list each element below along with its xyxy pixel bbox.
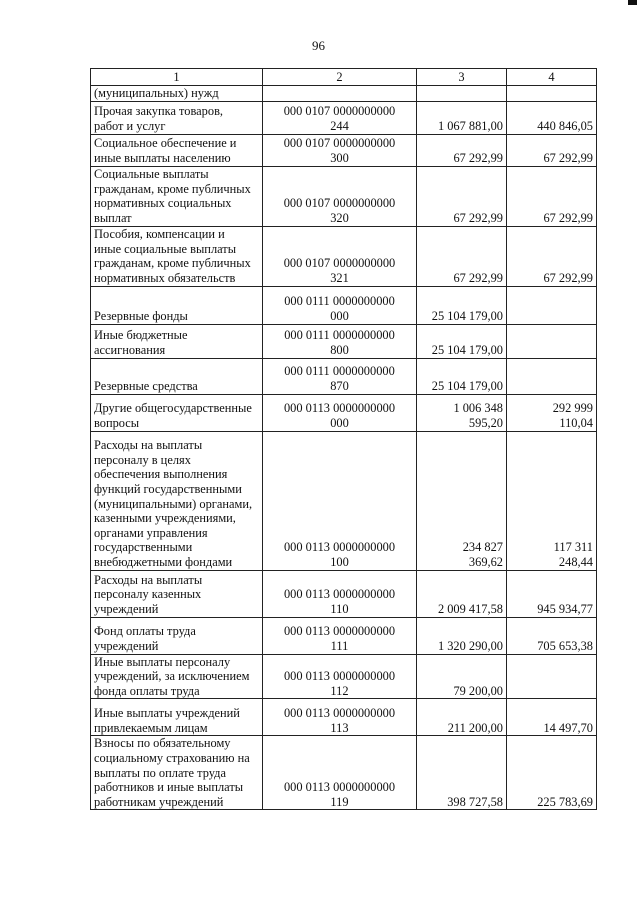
table-header-row: [91, 69, 597, 86]
row-value-col4-text: 67 292,99: [543, 211, 593, 225]
row-value-col3-text: 67 292,99: [453, 271, 503, 285]
row-code-text: 000 0111 0000000000 870: [284, 364, 395, 393]
row-code-text: 000 0111 0000000000 800: [284, 328, 395, 357]
row-name-text: Иные выплаты персоналу учреждений, за исключением фонда оплаты труда: [94, 654, 250, 698]
row-code-text: 000 0113 0000000000 110: [283, 587, 396, 616]
row-value-col4: [507, 86, 597, 102]
row-value-col3: [417, 431, 507, 570]
row-code: [263, 570, 417, 617]
row-value-col4: [507, 286, 597, 324]
row-value-col4-text: 14 497,70: [543, 720, 593, 735]
row-value-col3: [417, 166, 507, 226]
table-row: [91, 431, 597, 570]
budget-table: [90, 68, 597, 810]
column-header-3: 3: [417, 69, 507, 86]
row-code-text: 000 0113 0000000000 100: [283, 540, 396, 569]
table-row: [91, 166, 597, 226]
row-code-text: 000 0113 0000000000 000: [283, 401, 396, 430]
row-name: [91, 86, 263, 102]
table-row: [91, 86, 597, 102]
budget-table-body: [91, 69, 597, 810]
row-code-text: 000 0113 0000000000 111: [283, 624, 396, 653]
row-value-col3-text: 1 320 290,00: [437, 639, 503, 653]
table-row: [91, 394, 597, 431]
row-value-col4: [507, 736, 597, 810]
row-value-col3-text: 25 104 179,00: [431, 343, 503, 357]
row-code-text: 000 0107 0000000000 321: [283, 256, 396, 285]
table-row: [91, 101, 597, 134]
row-value-col4-text: 440 846,05: [537, 119, 593, 133]
row-code: [263, 324, 417, 358]
row-code-text: 000 0107 0000000000 320: [283, 196, 396, 225]
row-value-col3-text: 25 104 179,00: [431, 379, 503, 393]
row-name-text: Фонд оплаты труда учреждений: [94, 624, 196, 653]
row-name: [91, 736, 263, 810]
row-value-col4: [507, 324, 597, 358]
row-value-col4-text: 67 292,99: [543, 151, 593, 165]
row-name: [91, 699, 263, 736]
row-name-text: Взносы по обязательному социальному страхованию на выплаты по оплате труда работников и иные выплаты работникам учреждений: [94, 736, 250, 809]
row-name: [91, 431, 263, 570]
row-value-col3: [417, 101, 507, 134]
table-row: [91, 617, 597, 654]
row-value-col3-text: 79 200,00: [453, 683, 503, 698]
row-value-col3-text: 398 727,58: [447, 794, 503, 809]
row-name-text: Расходы на выплаты персоналу в целях обеспечения выполнения функций государственными (муниципальными) органами, казенными учреждениями, органами управления государственными внебюджетными фондами: [94, 438, 253, 569]
row-value-col4: [507, 101, 597, 134]
table-row: [91, 324, 597, 358]
table-row: [91, 654, 597, 699]
row-value-col4-text: 225 783,69: [537, 794, 593, 809]
row-value-col4-text: 292 999 110,04: [552, 401, 593, 430]
row-name: [91, 286, 263, 324]
row-name: [91, 394, 263, 431]
row-name-text: Пособия, компенсации и иные социальные выплаты гражданам, кроме публичных нормативных обязательств: [94, 227, 251, 285]
row-name-text: Иные бюджетные ассигнования: [94, 328, 188, 357]
row-code-text: 000 0113 0000000000 113: [283, 706, 396, 735]
row-value-col3: [417, 736, 507, 810]
row-value-col4: [507, 166, 597, 226]
row-code: [263, 394, 417, 431]
row-value-col3-text: 67 292,99: [453, 211, 503, 225]
row-name-text: (муниципальных) нужд: [94, 86, 219, 100]
row-name-text: Резервные фонды: [94, 309, 188, 323]
row-code: [263, 654, 417, 699]
row-code-text: 000 0107 0000000000 300: [283, 136, 396, 165]
row-code-text: 000 0111 0000000000 000: [284, 294, 395, 323]
row-code: [263, 101, 417, 134]
table-row: [91, 226, 597, 286]
row-value-col3: [417, 226, 507, 286]
row-value-col4-text: 67 292,99: [543, 271, 593, 285]
row-code: [263, 736, 417, 810]
row-value-col3: [417, 570, 507, 617]
row-name: [91, 324, 263, 358]
table-row: [91, 699, 597, 736]
row-name: [91, 101, 263, 134]
row-value-col3: [417, 358, 507, 394]
row-code: [263, 699, 417, 736]
row-name: [91, 226, 263, 286]
row-code: [263, 358, 417, 394]
row-value-col4: [507, 358, 597, 394]
row-value-col3-text: 25 104 179,00: [431, 309, 503, 323]
row-name: [91, 358, 263, 394]
row-code-text: 000 0107 0000000000 244: [283, 104, 396, 133]
row-value-col4: [507, 699, 597, 736]
row-name-text: Другие общегосударственные вопросы: [94, 401, 252, 430]
row-value-col4-text: 945 934,77: [537, 602, 593, 616]
row-code-text: 000 0113 0000000000 112: [283, 669, 396, 698]
row-value-col3-text: 211 200,00: [447, 720, 503, 735]
row-code: [263, 166, 417, 226]
row-value-col4: [507, 570, 597, 617]
row-name-text: Социальные выплаты гражданам, кроме публичных нормативных социальных выплат: [94, 167, 251, 225]
row-code-text: 000 0113 0000000000 119: [283, 780, 396, 809]
row-name: [91, 570, 263, 617]
row-name-text: Расходы на выплаты персоналу казенных учреждений: [94, 572, 203, 616]
row-name: [91, 166, 263, 226]
row-code: [263, 431, 417, 570]
row-value-col3: [417, 617, 507, 654]
table-row: [91, 570, 597, 617]
row-name-text: Иные выплаты учреждений привлекаемым лицам: [94, 706, 240, 735]
row-name-text: Резервные средства: [94, 379, 198, 393]
row-value-col3: [417, 86, 507, 102]
row-value-col3: [417, 654, 507, 699]
row-value-col3: [417, 699, 507, 736]
row-value-col4: [507, 617, 597, 654]
row-name: [91, 617, 263, 654]
table-row: [91, 736, 597, 810]
row-value-col3: [417, 394, 507, 431]
row-code: [263, 86, 417, 102]
row-value-col3-text: 1 067 881,00: [437, 119, 503, 133]
column-header-4: 4: [507, 69, 597, 86]
row-value-col4-text: 705 653,38: [537, 639, 593, 653]
column-header-2: 2: [263, 69, 417, 86]
row-code: [263, 134, 417, 166]
row-value-col4: [507, 654, 597, 699]
row-value-col3: [417, 134, 507, 166]
row-name-text: Социальное обеспечение и иные выплаты населению: [94, 136, 237, 165]
row-value-col3: [417, 286, 507, 324]
row-value-col3-text: 67 292,99: [453, 151, 503, 165]
page-number: 96: [312, 38, 325, 53]
table-row: [91, 358, 597, 394]
row-code: [263, 617, 417, 654]
row-name-text: Прочая закупка товаров, работ и услуг: [94, 104, 224, 133]
row-value-col3-text: 2 009 417,58: [437, 602, 503, 616]
row-name: [91, 654, 263, 699]
row-value-col4-text: 117 311 248,44: [553, 540, 593, 569]
row-name: [91, 134, 263, 166]
row-value-col4: [507, 226, 597, 286]
row-value-col4: [507, 394, 597, 431]
row-value-col4: [507, 134, 597, 166]
corner-mark: [628, 0, 637, 5]
row-value-col3-text: 1 006 348 595,20: [453, 401, 503, 430]
row-code: [263, 286, 417, 324]
column-header-1: 1: [91, 69, 263, 86]
row-value-col3-text: 234 827 369,62: [462, 540, 503, 569]
table-row: [91, 134, 597, 166]
row-code: [263, 226, 417, 286]
table-row: [91, 286, 597, 324]
row-value-col3: [417, 324, 507, 358]
row-value-col4: [507, 431, 597, 570]
